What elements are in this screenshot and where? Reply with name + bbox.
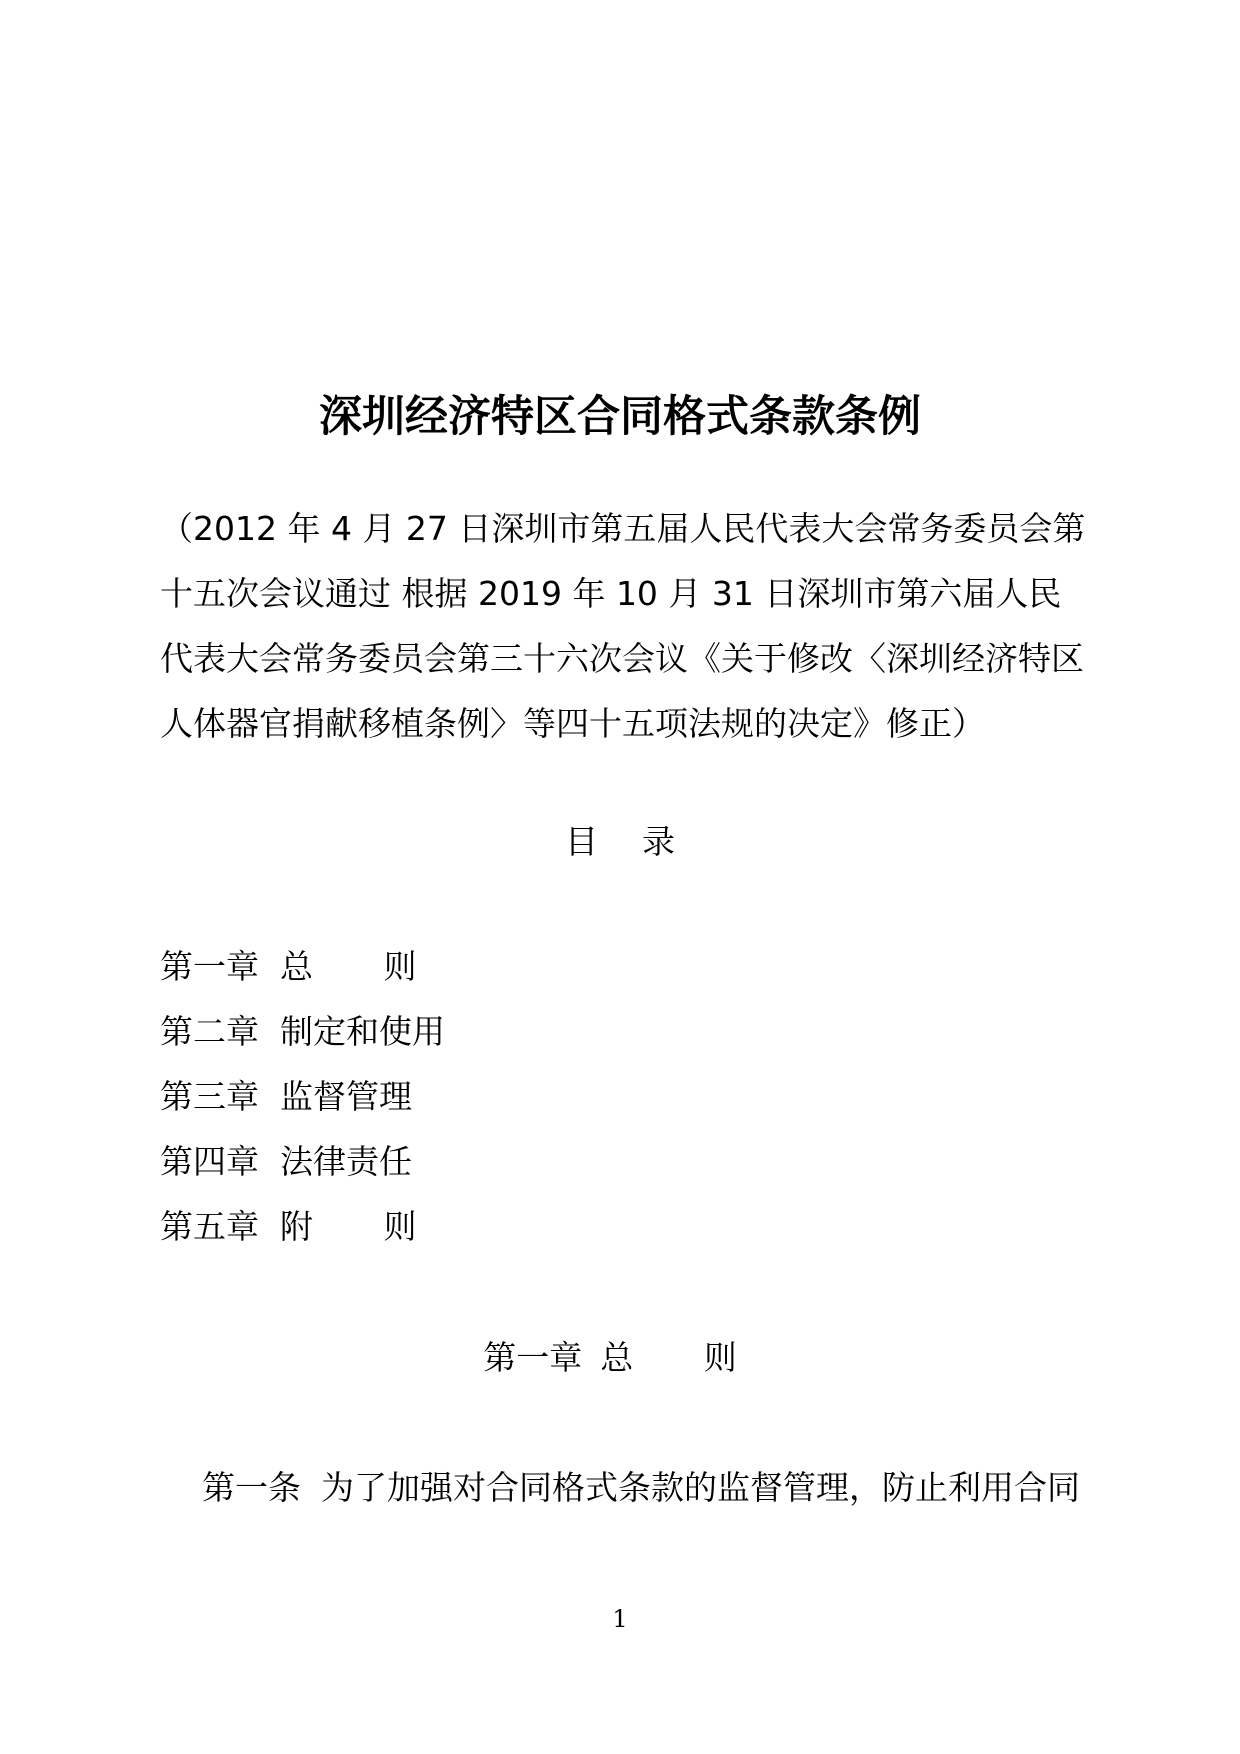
chapter-number: 第一章	[483, 1338, 583, 1377]
toc-item-number: 第三章	[160, 1077, 259, 1116]
preamble-line: 人体器官捐献移植条例〉等四十五项法规的决定》修正）	[160, 704, 985, 743]
chapter-title: 总 则	[600, 1338, 767, 1377]
preamble-line: 代表大会常务委员会第三十六次会议《关于修改〈深圳经济特区	[160, 639, 1084, 678]
toc-item-number: 第一章	[160, 947, 259, 986]
toc-item[interactable]	[160, 942, 447, 1007]
toc-heading-left: 目	[565, 822, 598, 861]
toc-item[interactable]	[160, 1072, 447, 1137]
document-title: 深圳经济特区合同格式条款条例	[319, 391, 921, 442]
toc-item[interactable]	[160, 1202, 447, 1267]
table-of-contents	[160, 942, 447, 1267]
toc-heading	[0, 817, 1240, 867]
toc-item-number: 第二章	[160, 1012, 259, 1051]
toc-item-title: 总 则	[280, 947, 447, 986]
article-text: 为了加强对合同格式条款的监督管理，防止利用合同	[321, 1468, 1080, 1507]
article-paragraph	[202, 1463, 1080, 1513]
chapter-heading	[0, 1333, 1240, 1383]
toc-item-number: 第五章	[160, 1207, 259, 1246]
article-number: 第一条	[202, 1468, 301, 1507]
toc-item-title: 法律责任	[280, 1142, 412, 1181]
toc-item-title: 附 则	[280, 1207, 447, 1246]
toc-heading-right: 录	[642, 822, 675, 861]
toc-item[interactable]	[160, 1007, 447, 1072]
toc-item-title: 监督管理	[280, 1077, 412, 1116]
preamble	[160, 496, 1090, 756]
toc-item-title: 制定和使用	[280, 1012, 445, 1051]
toc-item-number: 第四章	[160, 1142, 259, 1181]
toc-item[interactable]	[160, 1137, 447, 1202]
page-number: 1	[612, 1605, 628, 1633]
preamble-line: 十五次会议通过 根据 2019 年 10 月 31 日深圳市第六届人民	[160, 574, 1062, 613]
preamble-line: （2012 年 4 月 27 日深圳市第五届人民代表大会常务委员会第	[160, 509, 1086, 548]
